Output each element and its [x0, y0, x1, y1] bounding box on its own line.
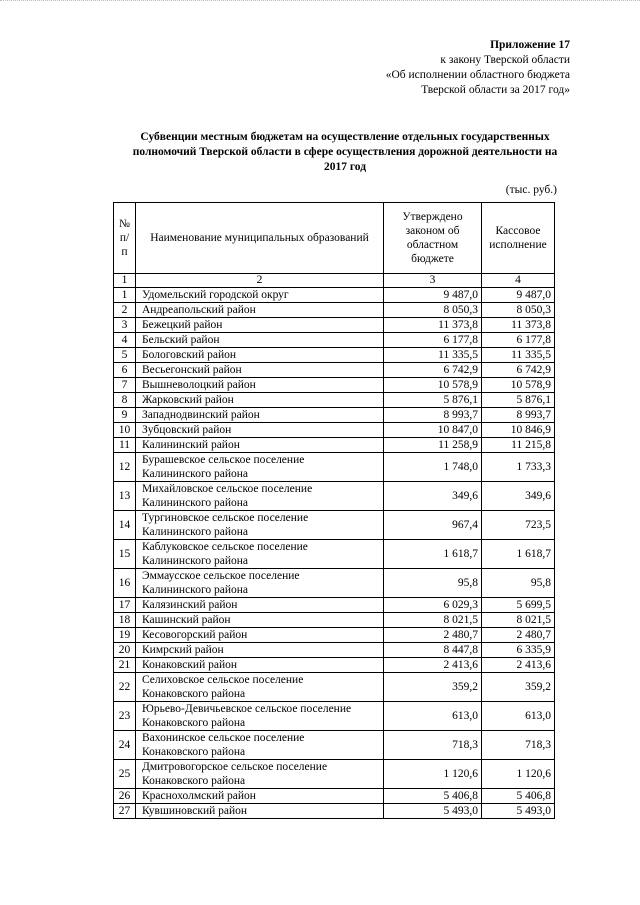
approved-amount: 10 578,9: [384, 378, 482, 393]
table-row: [114, 643, 555, 658]
row-number: 27: [114, 804, 136, 819]
municipality-name: [136, 438, 384, 453]
approved-amount: 2 480,7: [384, 628, 482, 643]
header-approved: Утверждено законом об областном бюджете: [384, 203, 482, 274]
row-number: 22: [114, 673, 136, 702]
municipality-name-line: Зубцовский район: [142, 424, 232, 436]
approved-amount: 5 876,1: [384, 393, 482, 408]
row-number: 2: [114, 303, 136, 318]
approved-amount: 2 413,6: [384, 658, 482, 673]
actual-amount: 6 335,9: [482, 643, 555, 658]
header-name: Наименование муниципальных образований: [136, 203, 384, 274]
row-number: 9: [114, 408, 136, 423]
actual-amount: 5 406,8: [482, 789, 555, 804]
approved-amount: 8 993,7: [384, 408, 482, 423]
row-number: 17: [114, 598, 136, 613]
municipality-name: [136, 393, 384, 408]
actual-amount: 6 742,9: [482, 363, 555, 378]
municipality-district-line: Калининского района: [142, 555, 249, 567]
actual-amount: 613,0: [482, 702, 555, 731]
approved-amount: 8 021,5: [384, 613, 482, 628]
municipality-name: [136, 702, 384, 731]
row-number: 3: [114, 318, 136, 333]
row-number: 13: [114, 482, 136, 511]
municipality-name: [136, 540, 384, 569]
approved-amount: 11 373,8: [384, 318, 482, 333]
approved-amount: 5 493,0: [384, 804, 482, 819]
table-row: [114, 804, 555, 819]
municipality-name: [136, 318, 384, 333]
approved-amount: 95,8: [384, 569, 482, 598]
municipality-name: [136, 628, 384, 643]
actual-amount: 2 480,7: [482, 628, 555, 643]
actual-amount: 8 993,7: [482, 408, 555, 423]
municipality-name-line: Вышневолоцкий район: [142, 379, 256, 391]
table-row: [114, 303, 555, 318]
table-row: [114, 318, 555, 333]
approved-amount: 1 618,7: [384, 540, 482, 569]
row-number: 1: [114, 288, 136, 303]
actual-amount: 5 493,0: [482, 804, 555, 819]
municipality-name: [136, 643, 384, 658]
row-number: 12: [114, 453, 136, 482]
table-row: [114, 482, 555, 511]
actual-amount: 723,5: [482, 511, 555, 540]
approved-amount: 5 406,8: [384, 789, 482, 804]
actual-amount: 359,2: [482, 673, 555, 702]
municipality-name-line: Краснохолмский район: [142, 790, 256, 802]
table-row: [114, 423, 555, 438]
municipality-district-line: Калининского района: [142, 584, 249, 596]
row-number: 10: [114, 423, 136, 438]
row-number: 26: [114, 789, 136, 804]
municipality-name-line: Бежецкий район: [142, 319, 223, 331]
municipality-name: [136, 760, 384, 789]
municipality-district-line: Конаковского района: [142, 717, 246, 729]
municipality-name-line: Эммаусское сельское поселение: [142, 570, 300, 582]
approved-amount: 10 847,0: [384, 423, 482, 438]
title-line-3: 2017 год: [323, 161, 367, 173]
municipality-name-line: Жарковский район: [142, 394, 234, 406]
header-num: № п/п: [114, 203, 136, 274]
municipality-name: [136, 613, 384, 628]
row-number: 5: [114, 348, 136, 363]
actual-amount: 5 699,5: [482, 598, 555, 613]
row-number: 7: [114, 378, 136, 393]
municipality-name: [136, 288, 384, 303]
table-row: [114, 731, 555, 760]
municipality-name-line: Михайловское сельское поселение: [142, 483, 313, 495]
appendix-law-title-line2: Тверской области за 2017 год»: [421, 84, 570, 96]
actual-amount: 11 215,8: [482, 438, 555, 453]
row-number: 16: [114, 569, 136, 598]
row-number: 6: [114, 363, 136, 378]
municipality-name: [136, 423, 384, 438]
approved-amount: 1 120,6: [384, 760, 482, 789]
row-number: 24: [114, 731, 136, 760]
actual-amount: 11 335,5: [482, 348, 555, 363]
approved-amount: 11 258,9: [384, 438, 482, 453]
approved-amount: 1 748,0: [384, 453, 482, 482]
title-line-2: полномочий Тверской области в сфере осуществления дорожной деятельности на: [132, 146, 558, 158]
table-row: [114, 393, 555, 408]
units-label: (тыс. руб.): [505, 184, 557, 196]
municipality-name-line: Весьегонский район: [142, 364, 242, 376]
municipality-name: [136, 303, 384, 318]
municipality-district-line: Конаковского района: [142, 688, 246, 700]
approved-amount: 613,0: [384, 702, 482, 731]
municipality-name: [136, 408, 384, 423]
municipality-name-line: Бологовский район: [142, 349, 237, 361]
appendix-law-title-line1: «Об исполнении областного бюджета: [385, 69, 570, 81]
actual-amount: 5 876,1: [482, 393, 555, 408]
municipality-name-line: Кимрский район: [142, 644, 224, 656]
approved-amount: 8 447,8: [384, 643, 482, 658]
actual-amount: 2 413,6: [482, 658, 555, 673]
table-row: [114, 569, 555, 598]
municipality-district-line: Калининского района: [142, 526, 249, 538]
col-number-2: 2: [136, 274, 384, 288]
municipality-name-line: Бурашевское сельское поселение: [142, 454, 305, 466]
municipality-name-line: Кашинский район: [142, 614, 231, 626]
municipality-name: [136, 789, 384, 804]
approved-amount: 8 050,3: [384, 303, 482, 318]
municipality-name-line: Каблуковское сельское поселение: [142, 541, 308, 553]
table-row: [114, 673, 555, 702]
municipality-name-line: Юрьево-Девичьевское сельское поселение: [142, 703, 352, 715]
approved-amount: 11 335,5: [384, 348, 482, 363]
municipality-name-line: Западнодвинский район: [142, 409, 260, 421]
title-line-1: Субвенции местным бюджетам на осуществление отдельных государственных: [140, 131, 550, 143]
approved-amount: 6 177,8: [384, 333, 482, 348]
table-row: [114, 438, 555, 453]
municipality-name-line: Калязинский район: [142, 599, 238, 611]
table-row: [114, 613, 555, 628]
municipality-name: [136, 658, 384, 673]
municipality-district-line: Калининского района: [142, 497, 249, 509]
table-row: [114, 789, 555, 804]
municipality-name-line: Калининский район: [142, 439, 240, 451]
municipality-name: [136, 378, 384, 393]
actual-amount: 1 120,6: [482, 760, 555, 789]
subsidy-table: [113, 202, 555, 819]
col-number-1: 1: [114, 274, 136, 288]
actual-amount: 8 021,5: [482, 613, 555, 628]
municipality-name-line: Вахонинское сельское поселение: [142, 732, 305, 744]
table-row: [114, 348, 555, 363]
actual-amount: 349,6: [482, 482, 555, 511]
municipality-name-line: Конаковский район: [142, 659, 238, 671]
row-number: 19: [114, 628, 136, 643]
header-actual: Кассовое исполнение: [482, 203, 555, 274]
approved-amount: 6 742,9: [384, 363, 482, 378]
row-number: 14: [114, 511, 136, 540]
table-row: [114, 628, 555, 643]
municipality-name: [136, 673, 384, 702]
approved-amount: 359,2: [384, 673, 482, 702]
municipality-name: [136, 333, 384, 348]
table-row: [114, 760, 555, 789]
table-row: [114, 453, 555, 482]
municipality-name: [136, 511, 384, 540]
approved-amount: 349,6: [384, 482, 482, 511]
actual-amount: 6 177,8: [482, 333, 555, 348]
scan-edge: [0, 0, 640, 6]
actual-amount: 9 487,0: [482, 288, 555, 303]
actual-amount: 1 618,7: [482, 540, 555, 569]
approved-amount: 6 029,3: [384, 598, 482, 613]
col-number-3: 3: [384, 274, 482, 288]
actual-amount: 11 373,8: [482, 318, 555, 333]
row-number: 8: [114, 393, 136, 408]
municipality-name: [136, 482, 384, 511]
row-number: 18: [114, 613, 136, 628]
table-row: [114, 333, 555, 348]
approved-amount: 718,3: [384, 731, 482, 760]
actual-amount: 1 733,3: [482, 453, 555, 482]
actual-amount: 8 050,3: [482, 303, 555, 318]
municipality-name: [136, 363, 384, 378]
row-number: 21: [114, 658, 136, 673]
row-number: 23: [114, 702, 136, 731]
municipality-name-line: Селиховское сельское поселение: [142, 674, 304, 686]
table-row: [114, 408, 555, 423]
table-row: [114, 288, 555, 303]
municipality-name: [136, 348, 384, 363]
municipality-name: [136, 804, 384, 819]
row-number: 11: [114, 438, 136, 453]
col-number-4: 4: [482, 274, 555, 288]
municipality-name-line: Дмитровогорское сельское поселение: [142, 761, 328, 773]
municipality-name-line: Бельский район: [142, 334, 220, 346]
municipality-district-line: Калининского района: [142, 468, 249, 480]
appendix-header: [386, 38, 570, 98]
actual-amount: 10 846,9: [482, 423, 555, 438]
row-number: 15: [114, 540, 136, 569]
table-row: [114, 540, 555, 569]
municipality-district-line: Конаковского района: [142, 775, 246, 787]
row-number: 4: [114, 333, 136, 348]
municipality-district-line: Конаковского района: [142, 746, 246, 758]
table-header-row: [114, 203, 555, 274]
row-number: 25: [114, 760, 136, 789]
municipality-name-line: Кесовогорский район: [142, 629, 248, 641]
approved-amount: 9 487,0: [384, 288, 482, 303]
municipality-name-line: Удомельский городской округ: [142, 289, 289, 301]
row-number: 20: [114, 643, 136, 658]
municipality-name-line: Андреапольский район: [142, 304, 256, 316]
table-row: [114, 363, 555, 378]
actual-amount: 10 578,9: [482, 378, 555, 393]
table-row: [114, 598, 555, 613]
municipality-name: [136, 453, 384, 482]
municipality-name-line: Кувшиновский район: [142, 805, 248, 817]
municipality-name: [136, 569, 384, 598]
municipality-name: [136, 731, 384, 760]
municipality-name-line: Тургиновское сельское поселение: [142, 512, 309, 524]
column-number-row: [114, 274, 555, 288]
document-title: [110, 130, 580, 175]
appendix-number: Приложение 17: [490, 39, 570, 51]
appendix-law-line: к закону Тверской области: [440, 54, 570, 66]
actual-amount: 718,3: [482, 731, 555, 760]
table-row: [114, 658, 555, 673]
approved-amount: 967,4: [384, 511, 482, 540]
table-row: [114, 378, 555, 393]
table-row: [114, 702, 555, 731]
table-row: [114, 511, 555, 540]
municipality-name: [136, 598, 384, 613]
actual-amount: 95,8: [482, 569, 555, 598]
